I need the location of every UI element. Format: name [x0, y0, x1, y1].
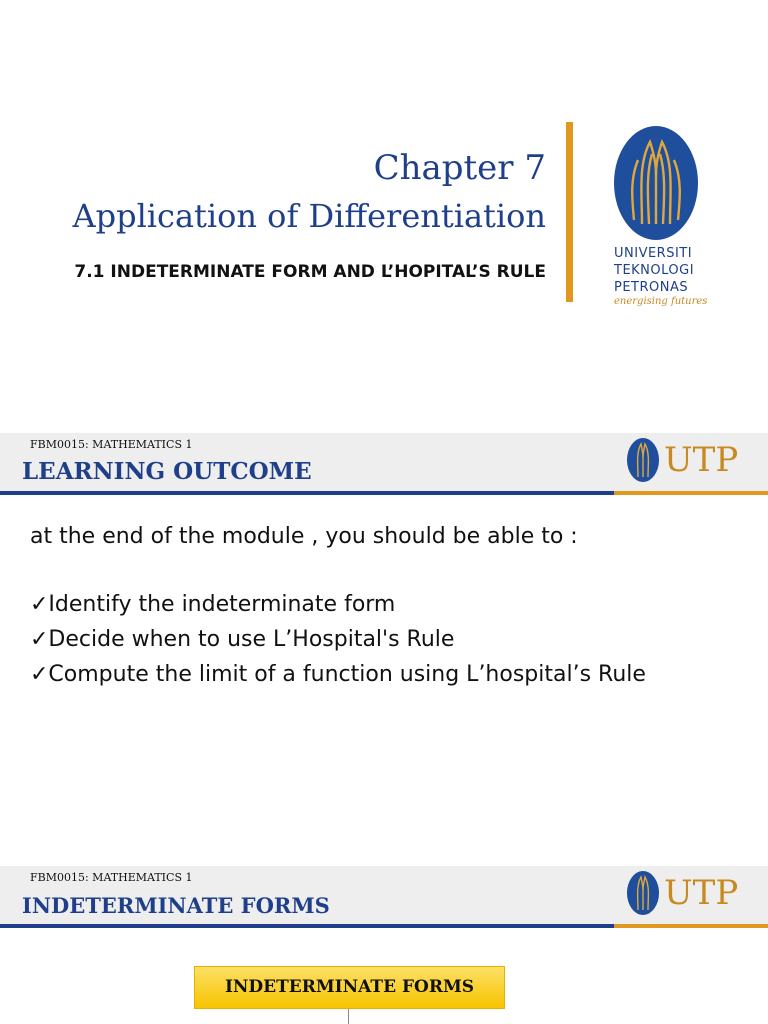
slide-heading: LEARNING OUTCOME [22, 458, 312, 485]
diagram-connector [348, 1009, 349, 1024]
outcome-item: ✓Decide when to use L’Hospital's Rule [30, 627, 455, 652]
utp-crest-icon [612, 124, 700, 242]
logo-line-teknologi: TEKNOLOGI [614, 263, 695, 278]
header-rule-blue [0, 924, 614, 928]
header-rule-blue [0, 491, 614, 495]
logo-line-petronas: PETRONAS [614, 280, 689, 295]
outcome-item: ✓Identify the indeterminate form [30, 592, 396, 617]
course-code: FBM0015: MATHEMATICS 1 [30, 871, 193, 884]
chapter-number: Chapter 7 [373, 148, 546, 188]
title-divider [566, 122, 573, 302]
header-rule-gold [614, 924, 768, 928]
logo-tagline: energising futures [614, 296, 708, 307]
chapter-title: Application of Differentiation [72, 197, 546, 235]
utp-wordmark: UTP [664, 873, 739, 913]
utp-wordmark: UTP [664, 440, 739, 480]
outcome-intro: at the end of the module , you should be able to : [30, 524, 578, 549]
outcome-item: ✓Compute the limit of a function using L’hospital’s Rule [30, 662, 646, 687]
header-rule-gold [614, 491, 768, 495]
indeterminate-forms-box: INDETERMINATE FORMS [194, 966, 505, 1009]
logo-line-universiti: UNIVERSITI [614, 246, 693, 261]
course-code: FBM0015: MATHEMATICS 1 [30, 438, 193, 451]
slide-heading: INDETERMINATE FORMS [22, 893, 330, 918]
section-title: 7.1 INDETERMINATE FORM AND L’HOPITAL’S RULE [74, 262, 546, 282]
utp-crest-icon [626, 870, 660, 916]
utp-crest-icon [626, 437, 660, 483]
